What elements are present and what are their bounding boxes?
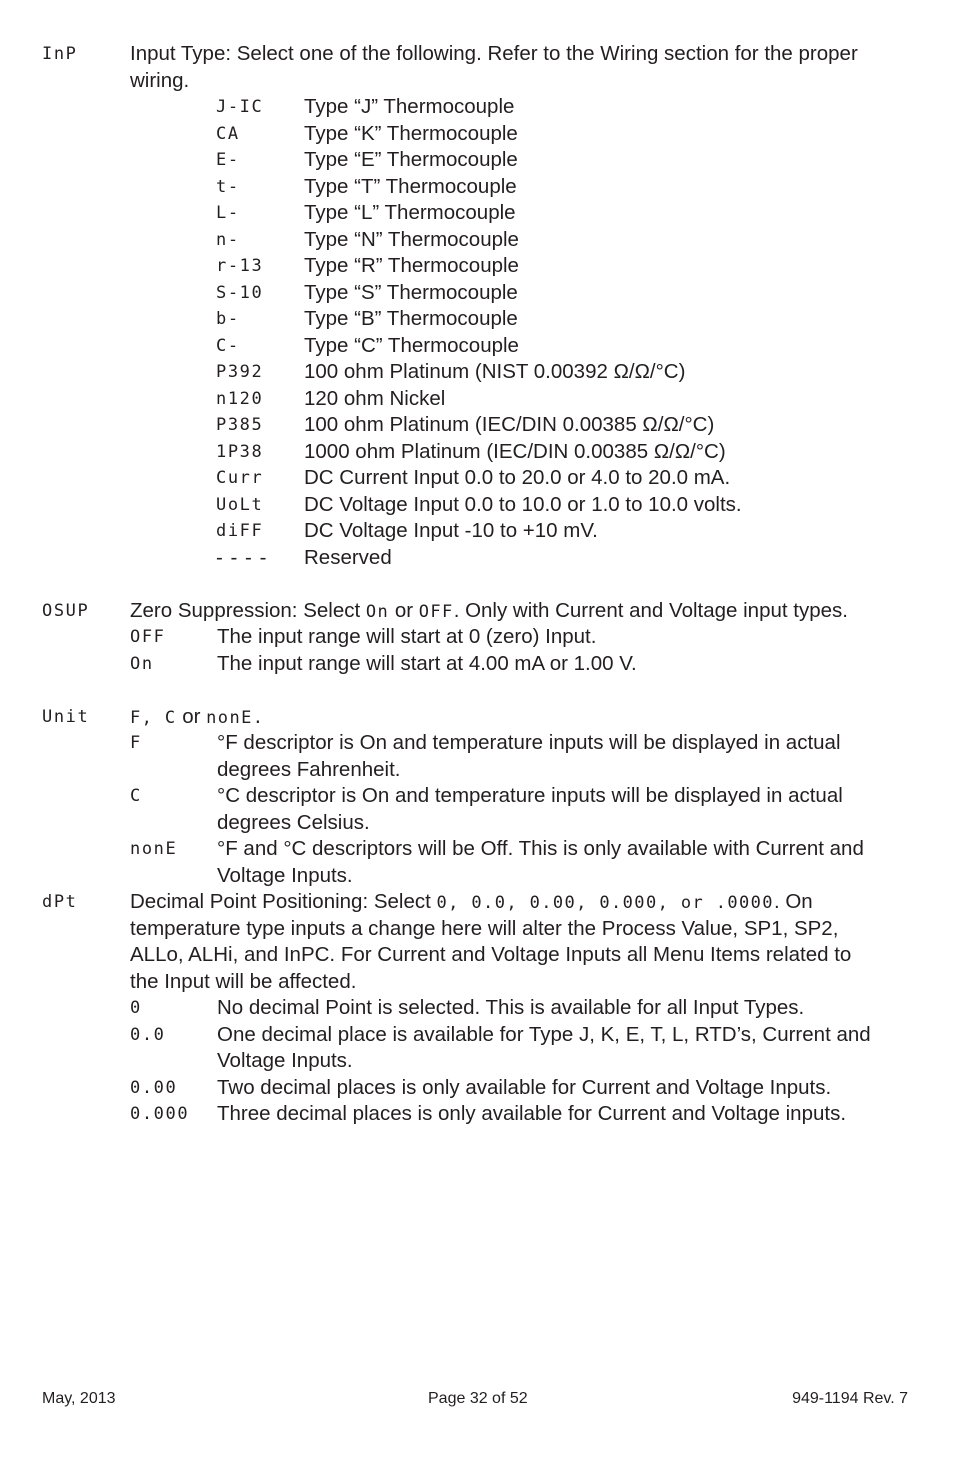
option-desc: Type “S” Thermocouple [304, 281, 518, 304]
option-code: b- [216, 309, 240, 329]
osup-text-post: . Only with Current and Voltage input types. [453, 599, 848, 622]
option-code: CA [216, 124, 240, 144]
option-desc: DC Current Input 0.0 to 20.0 or 4.0 to 20.0 mA. [304, 466, 731, 489]
option-code: n120 [216, 389, 264, 409]
osup-code: OSUP [42, 601, 90, 621]
option-code: S-10 [216, 283, 264, 303]
option-code: nonE [130, 839, 178, 859]
option-desc: Two decimal places is only available for Current and Voltage Inputs. [217, 1076, 832, 1099]
unit-codes-fc: F, C [130, 708, 177, 728]
dpt-text-post: . On [773, 890, 813, 913]
option-code: 0 [130, 998, 142, 1018]
option-code: - - - - [216, 546, 268, 569]
dpt-description-line1 [130, 889, 813, 917]
unit-code: Unit [42, 707, 90, 727]
option-desc: Three decimal places is only available for Current and Voltage inputs. [217, 1102, 847, 1125]
option-desc: Type “B” Thermocouple [304, 307, 518, 330]
unit-code-none: nonE. [206, 708, 265, 728]
option-desc: DC Voltage Input 0.0 to 10.0 or 1.0 to 10.0 volts. [304, 493, 742, 516]
option-code: Curr [216, 468, 264, 488]
option-desc: °C descriptor is On and temperature inputs will be displayed in actual [217, 784, 843, 807]
option-desc: Type “J” Thermocouple [304, 95, 515, 118]
option-code: F [130, 733, 142, 753]
option-code: E- [216, 150, 240, 170]
option-desc: DC Voltage Input -10 to +10 mV. [304, 519, 598, 542]
dpt-description-line2: temperature type inputs a change here will alter the Process Value, SP1, SP2, [130, 917, 839, 940]
option-desc: °F descriptor is On and temperature inputs will be displayed in actual [217, 731, 841, 754]
option-code: n- [216, 230, 240, 250]
option-desc: 120 ohm Nickel [304, 387, 446, 410]
option-code: J-IC [216, 97, 264, 117]
osup-code-on: On [365, 602, 390, 622]
option-code: P392 [216, 362, 264, 382]
osup-text-pre: Zero Suppression: Select [130, 599, 366, 622]
option-desc: degrees Celsius. [217, 811, 370, 834]
footer-date: May, 2013 [42, 1390, 116, 1407]
option-code: L- [216, 203, 240, 223]
osup-text-mid: or [389, 599, 419, 622]
footer-document-number: 949-1194 Rev. 7 [792, 1390, 908, 1407]
unit-heading-or: or [176, 705, 207, 728]
option-code: 0.0 [130, 1025, 166, 1045]
option-desc: degrees Fahrenheit. [217, 758, 401, 781]
option-desc: Voltage Inputs. [217, 1049, 353, 1072]
option-code: 1P38 [216, 442, 264, 462]
option-code: t- [216, 177, 240, 197]
option-desc: 100 ohm Platinum (IEC/DIN 0.00385 Ω/Ω/°C) [304, 413, 715, 436]
option-desc: Voltage Inputs. [217, 864, 353, 887]
unit-heading [130, 704, 264, 732]
option-desc: Reserved [304, 546, 392, 569]
option-desc: 1000 ohm Platinum (IEC/DIN 0.00385 Ω/Ω/°C) [304, 440, 726, 463]
option-desc: Type “C” Thermocouple [304, 334, 519, 357]
option-code: C [130, 786, 142, 806]
option-code: UoLt [216, 495, 264, 515]
option-desc: Type “N” Thermocouple [304, 228, 519, 251]
option-desc: No decimal Point is selected. This is available for all Input Types. [217, 996, 805, 1019]
dpt-codes: 0, 0.0, 0.00, 0.000, or .0000 [436, 893, 774, 913]
dpt-code: dPt [42, 892, 78, 912]
footer-page-number: Page 32 of 52 [428, 1390, 528, 1407]
option-code: 0.000 [130, 1104, 190, 1124]
option-code: On [130, 654, 154, 674]
inp-description-line2: wiring. [130, 69, 190, 92]
option-code: P385 [216, 415, 264, 435]
option-desc: One decimal place is available for Type J, K, E, T, L, RTD’s, Current and [217, 1023, 871, 1046]
option-code: C- [216, 336, 240, 356]
option-desc: 100 ohm Platinum (NIST 0.00392 Ω/Ω/°C) [304, 360, 686, 383]
osup-description [130, 598, 848, 626]
option-desc: Type “E” Thermocouple [304, 148, 518, 171]
option-desc: Type “T” Thermocouple [304, 175, 517, 198]
option-desc: Type “L” Thermocouple [304, 201, 516, 224]
option-desc: Type “K” Thermocouple [304, 122, 518, 145]
option-code: OFF [130, 627, 166, 647]
inp-code: InP [42, 44, 78, 64]
option-desc: The input range will start at 4.00 mA or 1.00 V. [217, 652, 637, 675]
option-code: r-13 [216, 256, 264, 276]
dpt-description-line4: the Input will be affected. [130, 970, 357, 993]
inp-description-line1: Input Type: Select one of the following. Refer to the Wiring section for the proper [130, 42, 858, 65]
option-desc: The input range will start at 0 (zero) Input. [217, 625, 597, 648]
option-desc: °F and °C descriptors will be Off. This is only available with Current and [217, 837, 864, 860]
option-code: diFF [216, 521, 264, 541]
option-desc: Type “R” Thermocouple [304, 254, 519, 277]
osup-code-off: OFF [418, 602, 454, 622]
option-code: 0.00 [130, 1078, 178, 1098]
dpt-description-line3: ALLo, ALHi, and InPC. For Current and Voltage Inputs all Menu Items related to [130, 943, 852, 966]
dpt-text-pre: Decimal Point Positioning: Select [130, 890, 437, 913]
